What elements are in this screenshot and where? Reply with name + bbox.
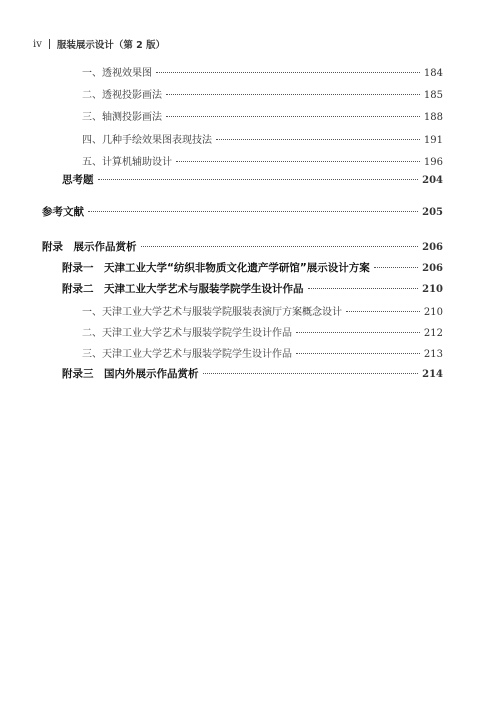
toc-entry[interactable] — [0, 324, 500, 340]
toc-entry[interactable] — [0, 86, 500, 102]
toc-entry-page: 184 — [423, 68, 443, 79]
toc-leader-dots — [296, 352, 420, 354]
toc-leader-dots — [141, 245, 419, 247]
toc-leader-dots — [346, 310, 420, 312]
header-book-title: 服装展示设计（第 2 版） — [56, 40, 166, 51]
toc-entry[interactable] — [0, 204, 500, 220]
toc-entry-label: 一、透视效果图 — [82, 68, 152, 79]
toc-entry-page: 196 — [423, 157, 443, 168]
toc-entry[interactable] — [0, 108, 500, 124]
toc-entry-label: 五、计算机辅助设计 — [82, 157, 172, 168]
toc-leader-dots — [176, 160, 420, 162]
toc-leader-dots — [203, 372, 419, 374]
toc-entry[interactable] — [0, 260, 500, 276]
toc-entry[interactable] — [0, 366, 500, 382]
toc-entry-page: 204 — [422, 175, 443, 186]
toc-entry-label: 二、天津工业大学艺术与服装学院学生设计作品 — [82, 328, 292, 339]
toc-entry-page: 210 — [423, 307, 443, 318]
toc-entry-label: 附录一 天津工业大学“纺织非物质文化遗产学研馆”展示设计方案 — [62, 262, 370, 274]
toc-entry-page: 212 — [423, 328, 443, 339]
toc-entry-label: 参考文献 — [42, 206, 84, 218]
toc-entry[interactable] — [0, 239, 500, 255]
toc-leader-dots — [296, 331, 420, 333]
toc-leader-dots — [166, 93, 420, 95]
toc-entry-page: 185 — [423, 90, 443, 101]
toc-leader-dots — [88, 210, 418, 212]
toc-leader-dots — [98, 178, 419, 180]
toc-entry-label: 三、天津工业大学艺术与服装学院学生设计作品 — [82, 349, 292, 360]
toc-entry-page: 210 — [422, 284, 443, 295]
toc-entry-label: 二、透视投影画法 — [82, 90, 162, 101]
toc-entry-page: 206 — [422, 242, 443, 253]
toc-entry-page: 191 — [423, 135, 443, 146]
toc-entry-page: 206 — [422, 263, 443, 274]
toc-leader-dots — [308, 287, 419, 289]
toc-entry-label: 附录三 国内外展示作品赏析 — [62, 368, 199, 380]
toc-entry-label: 附录二 天津工业大学艺术与服装学院学生设计作品 — [62, 283, 304, 295]
running-header — [33, 37, 165, 51]
toc-entry[interactable] — [0, 345, 500, 361]
toc-leader-dots — [156, 71, 420, 73]
toc-entry-page: 213 — [423, 349, 443, 360]
toc-entry[interactable] — [0, 131, 500, 147]
header-page-number: iv — [33, 38, 42, 50]
toc-entry[interactable] — [0, 64, 500, 80]
toc-entry[interactable] — [0, 153, 500, 169]
toc-entry-page: 214 — [422, 369, 443, 380]
toc-entry[interactable] — [0, 281, 500, 297]
toc-entry[interactable] — [0, 172, 500, 188]
toc-leader-dots — [166, 115, 420, 117]
toc-entry-label: 思考题 — [62, 174, 94, 186]
toc-leader-dots — [374, 266, 418, 268]
toc-entry-page: 188 — [423, 112, 443, 123]
toc-entry-label: 一、天津工业大学艺术与服装学院服装表演厅方案概念设计 — [82, 307, 342, 318]
toc-leader-dots — [216, 138, 420, 140]
toc-entry-label: 四、几种手绘效果图表现技法 — [82, 135, 212, 146]
header-divider — [49, 39, 50, 49]
toc-entry-page: 205 — [422, 207, 443, 218]
toc-entry[interactable] — [0, 303, 500, 319]
toc-entry-label: 三、轴测投影画法 — [82, 112, 162, 123]
toc-entry-label: 附录 展示作品赏析 — [42, 241, 137, 253]
